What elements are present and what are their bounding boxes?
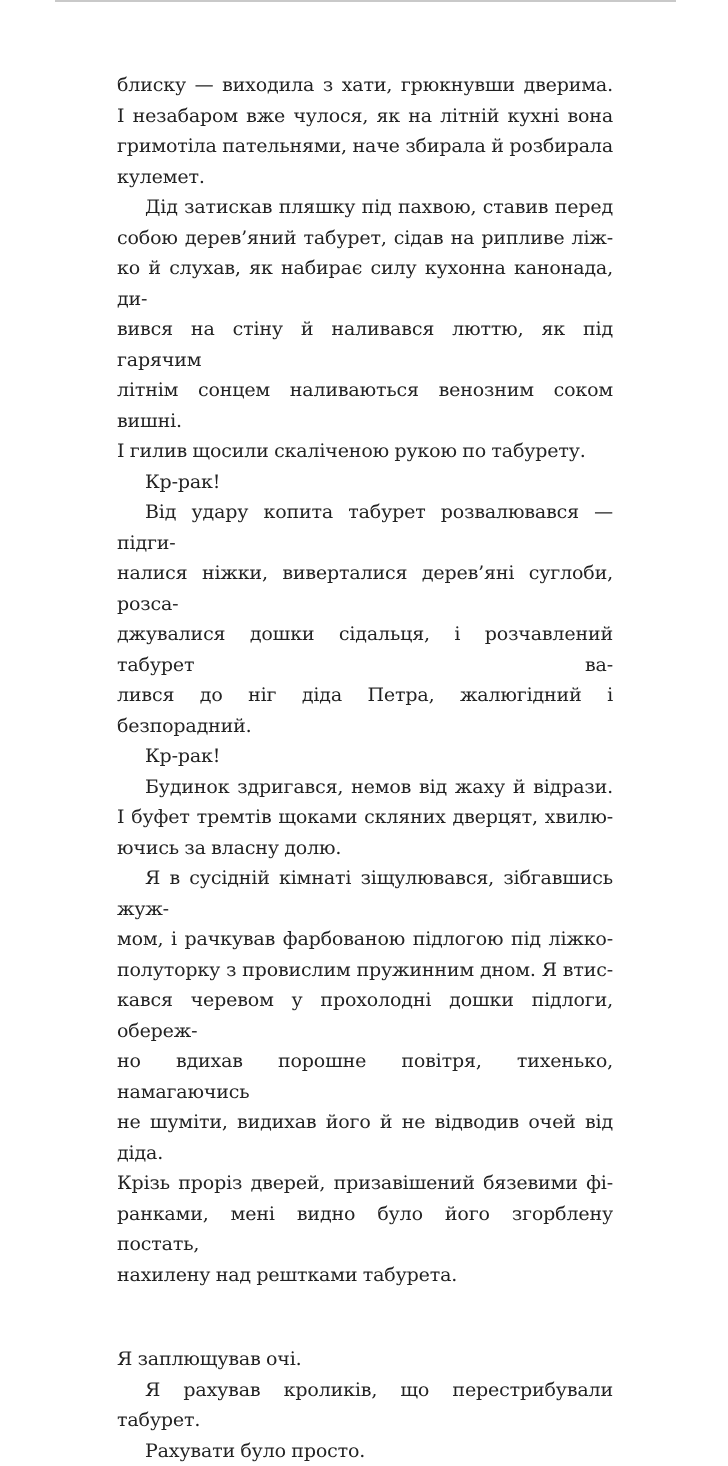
paragraph [117,741,613,772]
text-line: но вдихав порошне повітря, тихенько, намагаючись [117,1046,613,1107]
paragraph [117,192,613,467]
section-break [117,1290,613,1344]
paragraph [117,1344,613,1375]
text-line: блиску — виходила з хати, грюкнувши дверима. [117,70,613,101]
text-line: І незабаром вже чулося, як на літній кухні вона [117,101,613,132]
text-line: ючись за власну долю. [117,833,613,864]
text-line: ранками, мені видно було його згорблену постать, [117,1199,613,1260]
book-page-text [117,70,613,1466]
paragraph [117,467,613,498]
text-line: Крізь проріз дверей, призавішений бязевими фі- [117,1168,613,1199]
text-line: кулемет. [117,162,613,193]
text-line: нахилену над рештками табурета. [117,1260,613,1291]
text-line: І гилив щосили скаліченою рукою по табурету. [117,436,613,467]
text-line: налися ніжки, виверталися дерев’яні суглоби, розса- [117,558,613,619]
text-line: літнім сонцем наливаються венозним соком вишні. [117,375,613,436]
text-line: Я в сусідній кімнаті зіщулювався, зібгавшись жуж- [117,863,613,924]
text-line: Рахувати було просто. [117,1436,613,1466]
text-line: вився на стіну й наливався люттю, як під гарячим [117,314,613,375]
text-section-1 [117,70,613,1290]
text-line: лився до ніг діда Петра, жалюгідний і безпорадний. [117,680,613,741]
text-line: ко й слухав, як набирає силу кухонна канонада, ди- [117,253,613,314]
paragraph [117,863,613,1290]
text-line: Кр-рак! [117,467,613,498]
paragraph [117,1375,613,1436]
text-section-2 [117,1344,613,1466]
text-line: Я заплющував очі. [117,1344,613,1375]
text-line: джувалися дошки сідальця, і розчавлений табурет ва- [117,619,613,680]
text-line: І буфет тремтів щоками скляних дверцят, хвилю- [117,802,613,833]
text-line: полуторку з провислим пружинним дном. Я втис- [117,955,613,986]
paragraph [117,772,613,864]
text-line: кався черевом у прохолодні дошки підлоги, обереж- [117,985,613,1046]
text-line: Я рахував кроликів, що перестрибували табурет. [117,1375,613,1436]
text-line: гримотіла пательнями, наче збирала й розбирала [117,131,613,162]
text-line: Будинок здригався, немов від жаху й відрази. [117,772,613,803]
text-line: мом, і рачкував фарбованою підлогою під ліжко- [117,924,613,955]
text-line: Від удару копита табурет розвалювався — підги- [117,497,613,558]
text-line: не шуміти, видихав його й не відводив очей від діда. [117,1107,613,1168]
paragraph [117,70,613,192]
text-line: Дід затискав пляшку під пахвою, ставив перед [117,192,613,223]
paragraph [117,1436,613,1466]
text-line: Кр-рак! [117,741,613,772]
page-top-edge [55,0,676,2]
text-line: собою дерев’яний табурет, сідав на рипливе ліж- [117,223,613,254]
paragraph [117,497,613,741]
